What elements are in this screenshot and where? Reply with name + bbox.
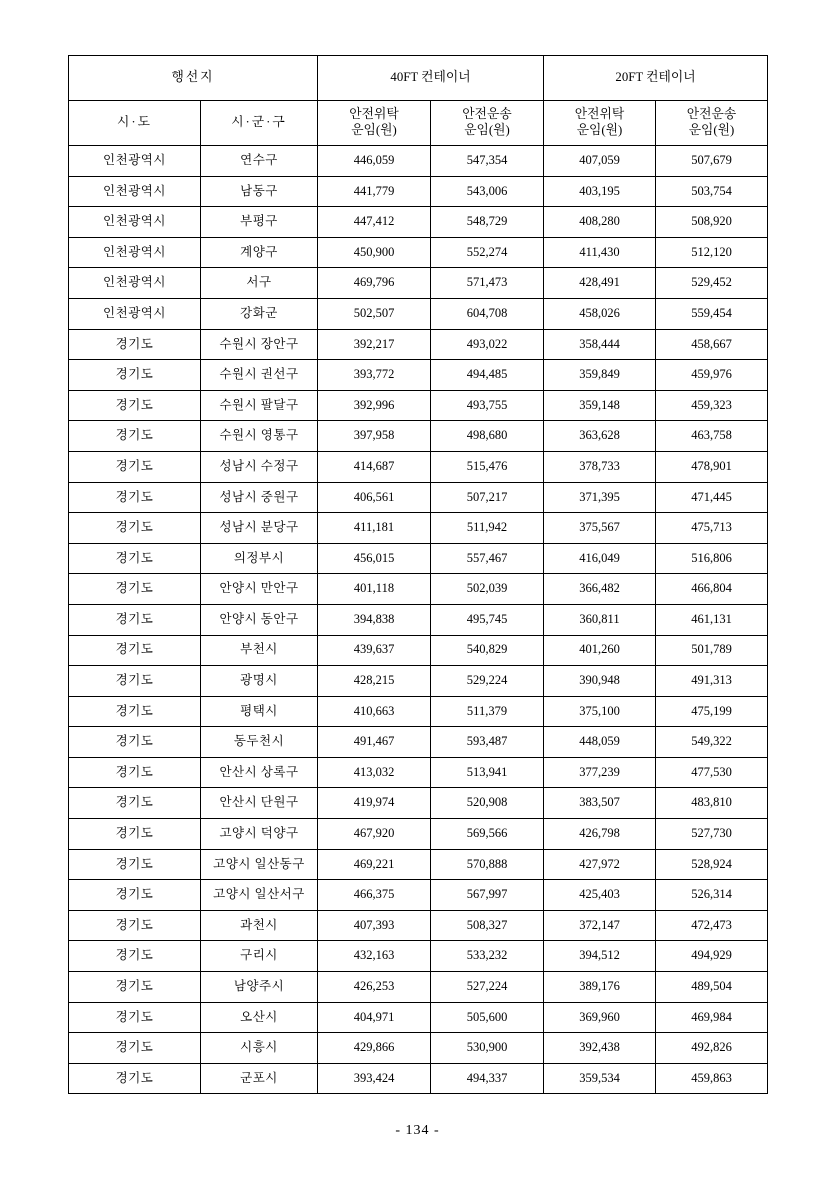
table-row	[69, 666, 768, 697]
table-row	[69, 757, 768, 788]
cell-sido: 인천광역시	[69, 298, 201, 329]
cell-20ft-safe-consign: 359,849	[544, 360, 656, 391]
cell-20ft-safe-consign: 375,567	[544, 513, 656, 544]
table-header-row-top	[69, 56, 768, 101]
cell-20ft-safe-transport: 512,120	[656, 237, 768, 268]
cell-40ft-safe-transport: 493,022	[431, 329, 544, 360]
cell-40ft-safe-consign: 467,920	[318, 819, 431, 850]
cell-40ft-safe-consign: 410,663	[318, 696, 431, 727]
cell-40ft-safe-transport: 494,485	[431, 360, 544, 391]
cell-sigungu: 안산시 단원구	[201, 788, 318, 819]
cell-40ft-safe-consign: 404,971	[318, 1002, 431, 1033]
cell-sigungu: 부평구	[201, 207, 318, 238]
cell-sido: 경기도	[69, 941, 201, 972]
cell-40ft-safe-transport: 507,217	[431, 482, 544, 513]
cell-sigungu: 남양주시	[201, 972, 318, 1003]
table-row	[69, 146, 768, 177]
header-20ft-safe-consign	[544, 101, 656, 146]
header-sigungu: 시·군·구	[201, 101, 318, 146]
header-20ft-safe-consign-line2: 운임(원)	[576, 123, 623, 137]
header-40ft-safe-consign-line2: 운임(원)	[351, 123, 397, 137]
cell-sido: 경기도	[69, 543, 201, 574]
cell-20ft-safe-consign: 360,811	[544, 604, 656, 635]
cell-20ft-safe-transport: 466,804	[656, 574, 768, 605]
table-row	[69, 390, 768, 421]
cell-sido: 경기도	[69, 666, 201, 697]
table-row	[69, 819, 768, 850]
cell-sigungu: 계양구	[201, 237, 318, 268]
cell-20ft-safe-consign: 392,438	[544, 1033, 656, 1064]
header-container-40ft: 40FT 컨테이너	[318, 56, 544, 101]
table-row	[69, 421, 768, 452]
cell-20ft-safe-transport: 528,924	[656, 849, 768, 880]
cell-40ft-safe-transport: 495,745	[431, 604, 544, 635]
cell-sigungu: 성남시 분당구	[201, 513, 318, 544]
table-row	[69, 727, 768, 758]
cell-40ft-safe-consign: 393,772	[318, 360, 431, 391]
cell-sido: 경기도	[69, 421, 201, 452]
cell-sigungu: 고양시 일산동구	[201, 849, 318, 880]
cell-20ft-safe-transport: 503,754	[656, 176, 768, 207]
table-row	[69, 268, 768, 299]
table-row	[69, 237, 768, 268]
cell-40ft-safe-transport: 570,888	[431, 849, 544, 880]
cell-20ft-safe-consign: 407,059	[544, 146, 656, 177]
cell-40ft-safe-consign: 401,118	[318, 574, 431, 605]
cell-40ft-safe-consign: 411,181	[318, 513, 431, 544]
cell-20ft-safe-consign: 378,733	[544, 451, 656, 482]
cell-40ft-safe-transport: 494,337	[431, 1063, 544, 1094]
cell-40ft-safe-consign: 439,637	[318, 635, 431, 666]
cell-20ft-safe-consign: 428,491	[544, 268, 656, 299]
cell-sigungu: 성남시 중원구	[201, 482, 318, 513]
header-20ft-safe-transport-line2: 운임(원)	[688, 123, 735, 137]
cell-sido: 경기도	[69, 635, 201, 666]
cell-sido: 경기도	[69, 329, 201, 360]
cell-20ft-safe-consign: 372,147	[544, 910, 656, 941]
cell-40ft-safe-transport: 604,708	[431, 298, 544, 329]
cell-40ft-safe-consign: 456,015	[318, 543, 431, 574]
cell-40ft-safe-consign: 428,215	[318, 666, 431, 697]
cell-sigungu: 고양시 일산서구	[201, 880, 318, 911]
cell-sigungu: 평택시	[201, 696, 318, 727]
cell-20ft-safe-consign: 427,972	[544, 849, 656, 880]
cell-20ft-safe-transport: 559,454	[656, 298, 768, 329]
cell-20ft-safe-transport: 475,713	[656, 513, 768, 544]
cell-20ft-safe-transport: 491,313	[656, 666, 768, 697]
cell-40ft-safe-transport: 552,274	[431, 237, 544, 268]
table-row	[69, 1002, 768, 1033]
cell-20ft-safe-transport: 494,929	[656, 941, 768, 972]
cell-40ft-safe-transport: 498,680	[431, 421, 544, 452]
cell-40ft-safe-transport: 569,566	[431, 819, 544, 850]
table-row	[69, 635, 768, 666]
cell-sigungu: 수원시 팔달구	[201, 390, 318, 421]
cell-sido: 경기도	[69, 390, 201, 421]
cell-20ft-safe-consign: 358,444	[544, 329, 656, 360]
cell-40ft-safe-transport: 547,354	[431, 146, 544, 177]
cell-sido: 인천광역시	[69, 268, 201, 299]
table-row	[69, 1033, 768, 1064]
cell-sigungu: 안산시 상록구	[201, 757, 318, 788]
cell-40ft-safe-transport: 527,224	[431, 972, 544, 1003]
cell-sido: 경기도	[69, 451, 201, 482]
cell-sido: 경기도	[69, 696, 201, 727]
cell-20ft-safe-consign: 363,628	[544, 421, 656, 452]
cell-20ft-safe-consign: 394,512	[544, 941, 656, 972]
cell-sigungu: 오산시	[201, 1002, 318, 1033]
header-container-20ft: 20FT 컨테이너	[544, 56, 768, 101]
cell-40ft-safe-consign: 407,393	[318, 910, 431, 941]
cell-20ft-safe-consign: 359,534	[544, 1063, 656, 1094]
cell-sigungu: 안양시 동안구	[201, 604, 318, 635]
cell-sido: 경기도	[69, 360, 201, 391]
table-row	[69, 513, 768, 544]
table-row	[69, 543, 768, 574]
cell-sido: 경기도	[69, 1033, 201, 1064]
cell-sigungu: 군포시	[201, 1063, 318, 1094]
cell-sigungu: 서구	[201, 268, 318, 299]
table-row	[69, 574, 768, 605]
cell-20ft-safe-transport: 459,863	[656, 1063, 768, 1094]
cell-sigungu: 의정부시	[201, 543, 318, 574]
table-row	[69, 482, 768, 513]
cell-sido: 경기도	[69, 574, 201, 605]
table-row	[69, 941, 768, 972]
cell-40ft-safe-consign: 469,796	[318, 268, 431, 299]
cell-40ft-safe-consign: 392,217	[318, 329, 431, 360]
cell-40ft-safe-transport: 540,829	[431, 635, 544, 666]
cell-40ft-safe-transport: 493,755	[431, 390, 544, 421]
cell-20ft-safe-transport: 475,199	[656, 696, 768, 727]
cell-20ft-safe-consign: 448,059	[544, 727, 656, 758]
header-40ft-safe-consign	[318, 101, 431, 146]
cell-40ft-safe-consign: 392,996	[318, 390, 431, 421]
table-row	[69, 972, 768, 1003]
cell-sigungu: 수원시 장안구	[201, 329, 318, 360]
cell-20ft-safe-consign: 377,239	[544, 757, 656, 788]
cell-sido: 경기도	[69, 513, 201, 544]
cell-sigungu: 강화군	[201, 298, 318, 329]
table-row	[69, 880, 768, 911]
cell-20ft-safe-consign: 425,403	[544, 880, 656, 911]
cell-40ft-safe-transport: 511,379	[431, 696, 544, 727]
cell-20ft-safe-consign: 458,026	[544, 298, 656, 329]
cell-sido: 경기도	[69, 849, 201, 880]
cell-20ft-safe-consign: 401,260	[544, 635, 656, 666]
table-row	[69, 329, 768, 360]
cell-sigungu: 부천시	[201, 635, 318, 666]
cell-40ft-safe-consign: 413,032	[318, 757, 431, 788]
header-40ft-safe-consign-line1: 안전위탁	[349, 107, 399, 122]
cell-20ft-safe-consign: 359,148	[544, 390, 656, 421]
cell-sido: 경기도	[69, 819, 201, 850]
table-row	[69, 298, 768, 329]
cell-20ft-safe-transport: 477,530	[656, 757, 768, 788]
cell-sido: 경기도	[69, 1063, 201, 1094]
header-20ft-safe-transport	[656, 101, 768, 146]
cell-sigungu: 안양시 만안구	[201, 574, 318, 605]
page-number: - 134 -	[395, 1123, 440, 1138]
cell-20ft-safe-transport: 469,984	[656, 1002, 768, 1033]
cell-40ft-safe-transport: 520,908	[431, 788, 544, 819]
cell-40ft-safe-transport: 571,473	[431, 268, 544, 299]
cell-sido: 경기도	[69, 757, 201, 788]
cell-40ft-safe-transport: 533,232	[431, 941, 544, 972]
cell-20ft-safe-transport: 478,901	[656, 451, 768, 482]
table-row	[69, 604, 768, 635]
cell-40ft-safe-transport: 508,327	[431, 910, 544, 941]
cell-sido: 경기도	[69, 910, 201, 941]
cell-sigungu: 성남시 수정구	[201, 451, 318, 482]
cell-20ft-safe-consign: 390,948	[544, 666, 656, 697]
cell-sido: 경기도	[69, 972, 201, 1003]
cell-sido: 경기도	[69, 727, 201, 758]
cell-20ft-safe-consign: 389,176	[544, 972, 656, 1003]
cell-20ft-safe-transport: 529,452	[656, 268, 768, 299]
cell-sido: 경기도	[69, 788, 201, 819]
table-row	[69, 696, 768, 727]
cell-sigungu: 동두천시	[201, 727, 318, 758]
cell-40ft-safe-consign: 450,900	[318, 237, 431, 268]
cell-40ft-safe-transport: 530,900	[431, 1033, 544, 1064]
table-row	[69, 788, 768, 819]
cell-40ft-safe-transport: 529,224	[431, 666, 544, 697]
cell-40ft-safe-transport: 543,006	[431, 176, 544, 207]
cell-20ft-safe-transport: 459,323	[656, 390, 768, 421]
cell-40ft-safe-transport: 557,467	[431, 543, 544, 574]
cell-20ft-safe-consign: 366,482	[544, 574, 656, 605]
table-row	[69, 207, 768, 238]
freight-rate-table	[68, 55, 768, 1094]
cell-20ft-safe-transport: 508,920	[656, 207, 768, 238]
cell-20ft-safe-transport: 458,667	[656, 329, 768, 360]
cell-40ft-safe-consign: 441,779	[318, 176, 431, 207]
cell-40ft-safe-transport: 513,941	[431, 757, 544, 788]
cell-40ft-safe-consign: 406,561	[318, 482, 431, 513]
cell-40ft-safe-consign: 466,375	[318, 880, 431, 911]
cell-sido: 인천광역시	[69, 146, 201, 177]
cell-40ft-safe-consign: 429,866	[318, 1033, 431, 1064]
cell-40ft-safe-consign: 491,467	[318, 727, 431, 758]
cell-sigungu: 연수구	[201, 146, 318, 177]
cell-sido: 인천광역시	[69, 207, 201, 238]
cell-40ft-safe-consign: 446,059	[318, 146, 431, 177]
table-row	[69, 1063, 768, 1094]
cell-40ft-safe-consign: 502,507	[318, 298, 431, 329]
cell-20ft-safe-consign: 408,280	[544, 207, 656, 238]
cell-40ft-safe-consign: 414,687	[318, 451, 431, 482]
table-row	[69, 176, 768, 207]
cell-sido: 경기도	[69, 880, 201, 911]
table-row	[69, 360, 768, 391]
cell-40ft-safe-consign: 393,424	[318, 1063, 431, 1094]
cell-20ft-safe-consign: 411,430	[544, 237, 656, 268]
cell-20ft-safe-consign: 416,049	[544, 543, 656, 574]
cell-20ft-safe-transport: 526,314	[656, 880, 768, 911]
table-row	[69, 451, 768, 482]
table-header-row-sub	[69, 101, 768, 146]
cell-40ft-safe-transport: 511,942	[431, 513, 544, 544]
cell-40ft-safe-consign: 419,974	[318, 788, 431, 819]
cell-20ft-safe-consign: 371,395	[544, 482, 656, 513]
cell-sido: 경기도	[69, 604, 201, 635]
cell-20ft-safe-transport: 461,131	[656, 604, 768, 635]
cell-sigungu: 구리시	[201, 941, 318, 972]
cell-20ft-safe-transport: 459,976	[656, 360, 768, 391]
cell-20ft-safe-transport: 463,758	[656, 421, 768, 452]
cell-20ft-safe-consign: 383,507	[544, 788, 656, 819]
cell-sigungu: 고양시 덕양구	[201, 819, 318, 850]
cell-40ft-safe-transport: 567,997	[431, 880, 544, 911]
cell-sigungu: 남동구	[201, 176, 318, 207]
cell-20ft-safe-transport: 549,322	[656, 727, 768, 758]
cell-sido: 경기도	[69, 1002, 201, 1033]
cell-20ft-safe-transport: 489,504	[656, 972, 768, 1003]
cell-40ft-safe-transport: 548,729	[431, 207, 544, 238]
cell-20ft-safe-transport: 516,806	[656, 543, 768, 574]
table-body	[69, 146, 768, 1094]
cell-sigungu: 광명시	[201, 666, 318, 697]
header-40ft-safe-transport-line2: 운임(원)	[464, 123, 510, 137]
cell-sigungu: 수원시 영통구	[201, 421, 318, 452]
cell-20ft-safe-transport: 483,810	[656, 788, 768, 819]
cell-sido: 인천광역시	[69, 176, 201, 207]
header-sido: 시·도	[69, 101, 201, 146]
cell-20ft-safe-transport: 527,730	[656, 819, 768, 850]
cell-20ft-safe-transport: 471,445	[656, 482, 768, 513]
cell-40ft-safe-consign: 432,163	[318, 941, 431, 972]
cell-sigungu: 과천시	[201, 910, 318, 941]
cell-20ft-safe-transport: 472,473	[656, 910, 768, 941]
cell-sigungu: 시흥시	[201, 1033, 318, 1064]
table-row	[69, 910, 768, 941]
cell-40ft-safe-transport: 502,039	[431, 574, 544, 605]
header-20ft-safe-consign-line1: 안전위탁	[574, 107, 625, 122]
cell-40ft-safe-consign: 394,838	[318, 604, 431, 635]
header-40ft-safe-transport-line1: 안전운송	[462, 107, 512, 122]
header-20ft-safe-transport-line1: 안전운송	[686, 107, 737, 122]
cell-40ft-safe-transport: 515,476	[431, 451, 544, 482]
cell-40ft-safe-transport: 505,600	[431, 1002, 544, 1033]
cell-sido: 경기도	[69, 482, 201, 513]
cell-40ft-safe-transport: 593,487	[431, 727, 544, 758]
cell-40ft-safe-consign: 397,958	[318, 421, 431, 452]
cell-sido: 인천광역시	[69, 237, 201, 268]
table-row	[69, 849, 768, 880]
cell-20ft-safe-consign: 369,960	[544, 1002, 656, 1033]
header-destination: 행선지	[69, 56, 318, 101]
cell-sigungu: 수원시 권선구	[201, 360, 318, 391]
header-40ft-safe-transport	[431, 101, 544, 146]
table-header	[69, 56, 768, 146]
cell-20ft-safe-transport: 507,679	[656, 146, 768, 177]
cell-20ft-safe-transport: 492,826	[656, 1033, 768, 1064]
cell-40ft-safe-consign: 469,221	[318, 849, 431, 880]
cell-40ft-safe-consign: 426,253	[318, 972, 431, 1003]
cell-20ft-safe-consign: 403,195	[544, 176, 656, 207]
cell-20ft-safe-consign: 375,100	[544, 696, 656, 727]
cell-20ft-safe-consign: 426,798	[544, 819, 656, 850]
cell-40ft-safe-consign: 447,412	[318, 207, 431, 238]
cell-20ft-safe-transport: 501,789	[656, 635, 768, 666]
